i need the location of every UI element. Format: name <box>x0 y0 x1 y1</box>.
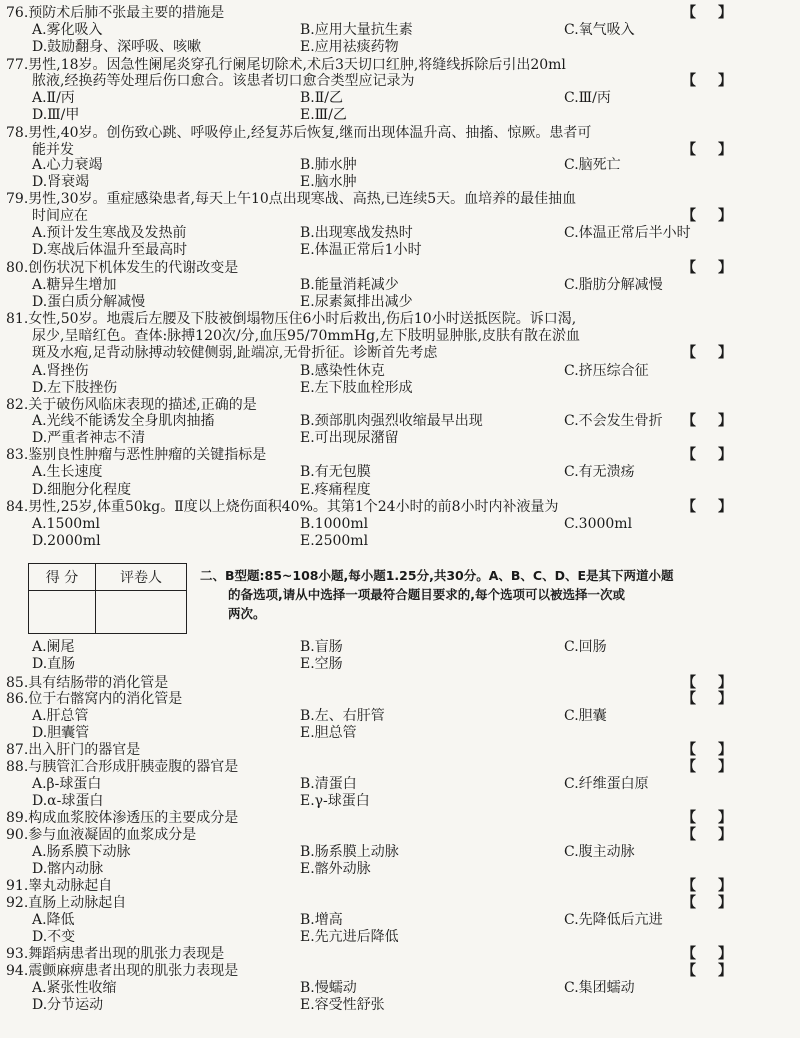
question-stem: 83.鉴别良性肿瘤与恶性肿瘤的关键指标是 <box>6 447 267 463</box>
bracket-open: 【 <box>682 878 696 894</box>
answer-bracket[interactable] <box>682 412 732 430</box>
answer-option: E.γ-球蛋白 <box>300 793 370 809</box>
answer-option: B.左、右肝管 <box>300 708 385 724</box>
answer-option: C.有无溃疡 <box>564 464 635 480</box>
bracket-open: 【 <box>682 827 696 843</box>
answer-option: A.雾化吸入 <box>32 22 103 38</box>
answer-bracket[interactable] <box>682 877 732 895</box>
answer-option: D.直肠 <box>32 656 76 672</box>
answer-option: D.蛋白质分解减慢 <box>32 294 146 310</box>
section-b-line3: 两次。 <box>228 606 266 621</box>
bracket-open: 【 <box>682 447 696 463</box>
bracket-open: 【 <box>682 946 696 962</box>
answer-option: A.光线不能诱发全身肌肉抽搐 <box>32 413 215 429</box>
answer-option: D.肾衰竭 <box>32 174 90 190</box>
answer-option: A.糖异生增加 <box>32 277 117 293</box>
answer-option: A.阑尾 <box>32 639 75 655</box>
answer-option: B.盲肠 <box>300 639 343 655</box>
bracket-open: 【 <box>682 895 696 911</box>
answer-option: C.挤压综合征 <box>564 363 649 379</box>
answer-option: E.左下肢血栓形成 <box>300 380 413 396</box>
answer-option: D.2000ml <box>32 533 101 549</box>
answer-option: B.能量消耗减少 <box>300 277 399 293</box>
answer-bracket[interactable] <box>682 4 732 22</box>
answer-option: D.胆囊管 <box>32 725 90 741</box>
answer-option: C.集团蠕动 <box>564 980 635 996</box>
question-stem: 80.创伤状况下机体发生的代谢改变是 <box>6 260 239 276</box>
bracket-close: 】 <box>718 345 732 361</box>
bracket-close: 】 <box>718 260 732 276</box>
bracket-close: 】 <box>718 142 732 158</box>
question-stem: 81.女性,50岁。地震后左腰及下肢被倒塌物压住6小时后救出,伤后10小时送抵医院。诉口渴, <box>6 311 577 327</box>
question-stem: 91.睾丸动脉起自 <box>6 878 113 894</box>
question-stem: 82.关于破伤风临床表现的描述,正确的是 <box>6 397 257 413</box>
answer-bracket[interactable] <box>682 498 732 516</box>
answer-option: E.疼痛程度 <box>300 482 371 498</box>
answer-option: D.Ⅲ/甲 <box>32 107 80 123</box>
answer-option: B.颈部肌肉强烈收缩最早出现 <box>300 413 483 429</box>
answer-option: B.慢蠕动 <box>300 980 357 996</box>
answer-option: D.细胞分化程度 <box>32 482 132 498</box>
bracket-open: 【 <box>682 142 696 158</box>
bracket-close: 】 <box>718 208 732 224</box>
answer-bracket[interactable] <box>682 141 732 159</box>
question-stem-continued: 脓液,经换药等处理后伤口愈合。该患者切口愈合类型应记录为 <box>32 73 415 89</box>
bracket-close: 】 <box>718 499 732 515</box>
bracket-open: 【 <box>682 208 696 224</box>
question-stem: 79.男性,30岁。重症感染患者,每天上午10点出现寒战、高热,已连续5天。血培养的最佳抽血 <box>6 191 577 207</box>
bracket-open: 【 <box>682 413 696 429</box>
answer-option: A.紧张性收缩 <box>32 980 117 996</box>
bracket-open: 【 <box>682 73 696 89</box>
section-b-line2: 的备选项,请从中选择一项最符合题目要求的,每个选项可以被选择一次或 <box>228 587 625 602</box>
score-table <box>28 563 187 634</box>
bracket-close: 】 <box>718 810 732 826</box>
answer-option: E.脑水肿 <box>300 174 357 190</box>
bracket-open: 【 <box>682 345 696 361</box>
bracket-open: 【 <box>682 810 696 826</box>
question-stem-continued: 斑及水疱,足背动脉搏动较健侧弱,趾端凉,无骨折征。诊断首先考虑 <box>32 345 438 361</box>
answer-option: C.腹主动脉 <box>564 844 635 860</box>
score-header: 得 分 <box>29 564 96 591</box>
answer-option: A.预计发生寒战及发热前 <box>32 225 187 241</box>
answer-option: E.可出现尿潴留 <box>300 430 399 446</box>
answer-option: B.出现寒战发热时 <box>300 225 413 241</box>
answer-option: B.应用大量抗生素 <box>300 22 413 38</box>
bracket-close: 】 <box>718 946 732 962</box>
question-stem: 86.位于右髂窝内的消化管是 <box>6 691 183 707</box>
answer-bracket[interactable] <box>682 344 732 362</box>
question-stem: 90.参与血液凝固的血浆成分是 <box>6 827 197 843</box>
answer-option: B.感染性休克 <box>300 363 385 379</box>
bracket-open: 【 <box>682 675 696 691</box>
answer-bracket[interactable] <box>682 894 732 912</box>
grader-header: 评卷人 <box>96 564 187 591</box>
question-stem: 87.出入肝门的器官是 <box>6 742 141 758</box>
answer-option: C.脂肪分解减慢 <box>564 277 663 293</box>
grader-cell <box>96 591 187 634</box>
answer-option: E.先亢进后降低 <box>300 929 399 945</box>
answer-option: C.纤维蛋白原 <box>564 776 649 792</box>
answer-option: E.尿素氮排出减少 <box>300 294 413 310</box>
answer-option: C.回肠 <box>564 639 607 655</box>
question-stem-continued: 时间应在 <box>32 208 88 224</box>
answer-option: C.体温正常后半小时 <box>564 225 691 241</box>
answer-option: A.生长速度 <box>32 464 103 480</box>
answer-option: B.Ⅱ/乙 <box>300 90 343 106</box>
bracket-open: 【 <box>682 742 696 758</box>
answer-option: C.不会发生骨折 <box>564 413 663 429</box>
question-stem-continued: 尿少,呈暗红色。查体:脉搏120次/分,血压95/70mmHg,左下肢明显肿胀,皮肤有散在淤血 <box>32 328 581 344</box>
answer-option: E.胆总管 <box>300 725 357 741</box>
answer-option: D.鼓励翻身、深呼吸、咳嗽 <box>32 39 202 55</box>
answer-bracket[interactable] <box>682 690 732 708</box>
bracket-open: 【 <box>682 963 696 979</box>
answer-option: E.体温正常后1小时 <box>300 242 422 258</box>
answer-option: B.肺水肿 <box>300 157 357 173</box>
answer-bracket[interactable] <box>682 758 732 776</box>
answer-option: E.容受性舒张 <box>300 997 385 1013</box>
answer-bracket[interactable] <box>682 809 732 827</box>
answer-option: A.β-球蛋白 <box>32 776 102 792</box>
answer-option: B.1000ml <box>300 516 369 532</box>
answer-option: C.脑死亡 <box>564 157 621 173</box>
answer-option: C.3000ml <box>564 516 633 532</box>
bracket-close: 】 <box>718 413 732 429</box>
answer-option: D.不变 <box>32 929 76 945</box>
bracket-close: 】 <box>718 895 732 911</box>
answer-option: C.Ⅲ/丙 <box>564 90 611 106</box>
bracket-close: 】 <box>718 759 732 775</box>
answer-option: D.α-球蛋白 <box>32 793 104 809</box>
answer-bracket[interactable] <box>682 741 732 759</box>
bracket-open: 【 <box>682 759 696 775</box>
bracket-close: 】 <box>718 963 732 979</box>
question-stem: 76.预防术后肺不张最主要的措施是 <box>6 5 225 21</box>
answer-option: A.心力衰竭 <box>32 157 103 173</box>
answer-option: E.2500ml <box>300 533 369 549</box>
answer-option: B.肠系膜上动脉 <box>300 844 399 860</box>
question-stem: 94.震颤麻痹患者出现的肌张力表现是 <box>6 963 239 979</box>
bracket-open: 【 <box>682 260 696 276</box>
question-stem: 88.与胰管汇合形成肝胰壶腹的器官是 <box>6 759 239 775</box>
bracket-open: 【 <box>682 499 696 515</box>
answer-option: E.髂外动脉 <box>300 861 371 877</box>
answer-bracket[interactable] <box>682 826 732 844</box>
bracket-close: 】 <box>718 73 732 89</box>
answer-option: B.有无包膜 <box>300 464 371 480</box>
answer-option: E.Ⅲ/乙 <box>300 107 347 123</box>
answer-option: C.胆囊 <box>564 708 607 724</box>
answer-option: E.空肠 <box>300 656 343 672</box>
bracket-close: 】 <box>718 691 732 707</box>
answer-option: A.Ⅱ/丙 <box>32 90 75 106</box>
answer-bracket[interactable] <box>682 72 732 90</box>
answer-option: D.左下肢挫伤 <box>32 380 118 396</box>
answer-bracket[interactable] <box>682 207 732 225</box>
bracket-close: 】 <box>718 447 732 463</box>
answer-option: D.严重者神志不清 <box>32 430 146 446</box>
answer-option: D.髂内动脉 <box>32 861 104 877</box>
score-cell <box>29 591 96 634</box>
answer-option: B.清蛋白 <box>300 776 357 792</box>
answer-option: A.1500ml <box>32 516 100 532</box>
answer-option: A.肾挫伤 <box>32 363 89 379</box>
question-stem: 93.舞蹈病患者出现的肌张力表现是 <box>6 946 225 962</box>
answer-option: A.降低 <box>32 912 75 928</box>
answer-option: E.应用祛痰药物 <box>300 39 399 55</box>
section-b-line1: 二、B型题:85~108小题,每小题1.25分,共30分。A、B、C、D、E是其下两道小题 <box>200 568 674 583</box>
bracket-close: 】 <box>718 827 732 843</box>
answer-bracket[interactable] <box>682 962 732 980</box>
answer-option: A.肝总管 <box>32 708 89 724</box>
bracket-close: 】 <box>718 675 732 691</box>
question-stem: 78.男性,40岁。创伤致心跳、呼吸停止,经复苏后恢复,继而出现体温升高、抽搐、惊厥。患者可 <box>6 125 592 141</box>
answer-option: C.氧气吸入 <box>564 22 635 38</box>
question-stem-continued: 能并发 <box>32 142 74 158</box>
question-stem: 77.男性,18岁。因急性阑尾炎穿孔行阑尾切除术,术后3天切口红肿,将缝线拆除后引出20ml <box>6 57 566 73</box>
answer-bracket[interactable] <box>682 945 732 963</box>
answer-option: D.寒战后体温升至最高时 <box>32 242 188 258</box>
bracket-open: 【 <box>682 691 696 707</box>
question-stem: 84.男性,25岁,体重50kg。Ⅱ度以上烧伤面积40%。其第1个24小时的前8小时内补液量为 <box>6 499 559 515</box>
bracket-open: 【 <box>682 5 696 21</box>
bracket-close: 】 <box>718 5 732 21</box>
answer-bracket[interactable] <box>682 259 732 277</box>
question-stem: 92.直肠上动脉起自 <box>6 895 127 911</box>
answer-option: B.增高 <box>300 912 343 928</box>
answer-option: A.肠系膜下动脉 <box>32 844 131 860</box>
answer-option: C.先降低后亢进 <box>564 912 663 928</box>
answer-bracket[interactable] <box>682 446 732 464</box>
bracket-close: 】 <box>718 878 732 894</box>
answer-option: D.分节运动 <box>32 997 104 1013</box>
question-stem: 89.构成血浆胶体渗透压的主要成分是 <box>6 810 239 826</box>
bracket-close: 】 <box>718 742 732 758</box>
question-stem: 85.具有结肠带的消化管是 <box>6 675 169 691</box>
